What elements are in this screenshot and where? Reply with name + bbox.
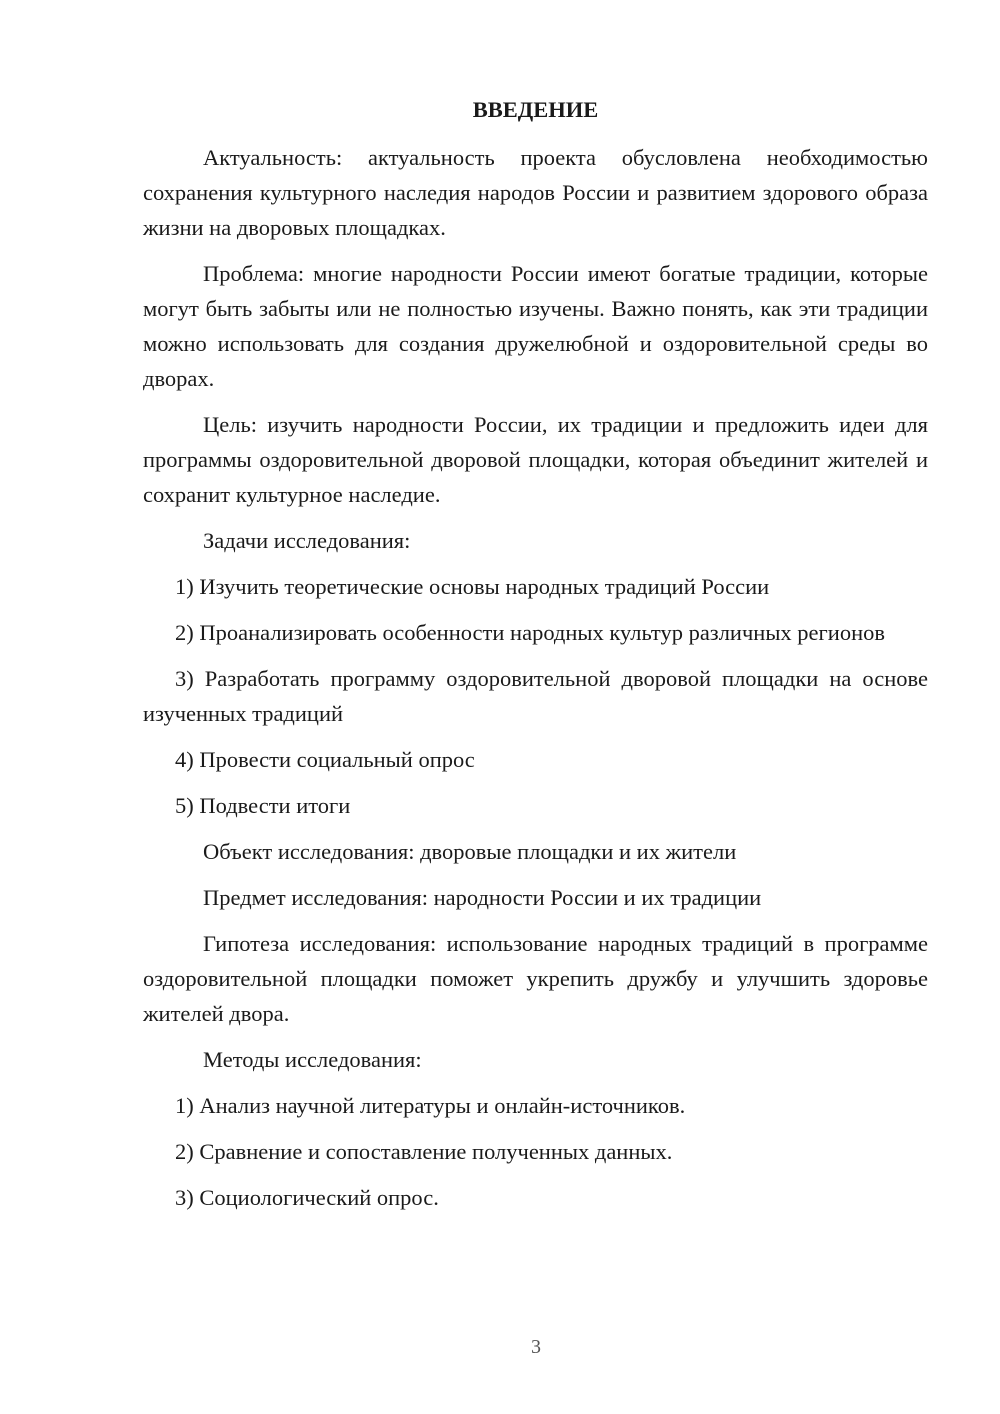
- method-item-2: 2) Сравнение и сопоставление полученных данных.: [175, 1139, 673, 1164]
- section-title: ВВЕДЕНИЕ: [472, 97, 599, 122]
- task-item-5: 5) Подвести итоги: [175, 793, 351, 818]
- task-item-2: 2) Проанализировать особенности народных культур различных регионов: [175, 620, 885, 645]
- method-item-3: 3) Социологический опрос.: [175, 1185, 439, 1210]
- paragraph-goal: Цель: изучить народности России, их традиции и предложить идеи для программы оздоровительной дворовой площадки, которая объединит жителей и сохранит культурное наследие.: [143, 412, 928, 507]
- tasks-heading: Задачи исследования:: [203, 528, 411, 553]
- task-item-4: 4) Провести социальный опрос: [175, 747, 475, 772]
- document-body: [143, 92, 928, 1226]
- method-item-1: 1) Анализ научной литературы и онлайн-источников.: [175, 1093, 686, 1118]
- paragraph-object: Объект исследования: дворовые площадки и их жители: [203, 839, 737, 864]
- paragraph-problem: Проблема: многие народности России имеют богатые традиции, которые могут быть забыты или не полностью изучены. Важно понять, как эти традиции можно использовать для создания дружелюбной и оздоровительной среды во дворах.: [143, 261, 928, 391]
- methods-heading: Методы исследования:: [203, 1047, 422, 1072]
- task-item-3: 3) Разработать программу оздоровительной дворовой площадки на основе изученных традиций: [143, 666, 928, 726]
- paragraph-subject: Предмет исследования: народности России и их традиции: [203, 885, 762, 910]
- paragraph-hypothesis: Гипотеза исследования: использование народных традиций в программе оздоровительной площадки поможет укрепить дружбу и улучшить здоровье жителей двора.: [143, 931, 928, 1026]
- task-item-1: 1) Изучить теоретические основы народных традиций России: [175, 574, 770, 599]
- paragraph-relevance: Актуальность: актуальность проекта обусловлена необходимостью сохранения культурного наследия народов России и развитием здорового образа жизни на дворовых площадках.: [143, 145, 928, 240]
- page-number: 3: [531, 1336, 541, 1358]
